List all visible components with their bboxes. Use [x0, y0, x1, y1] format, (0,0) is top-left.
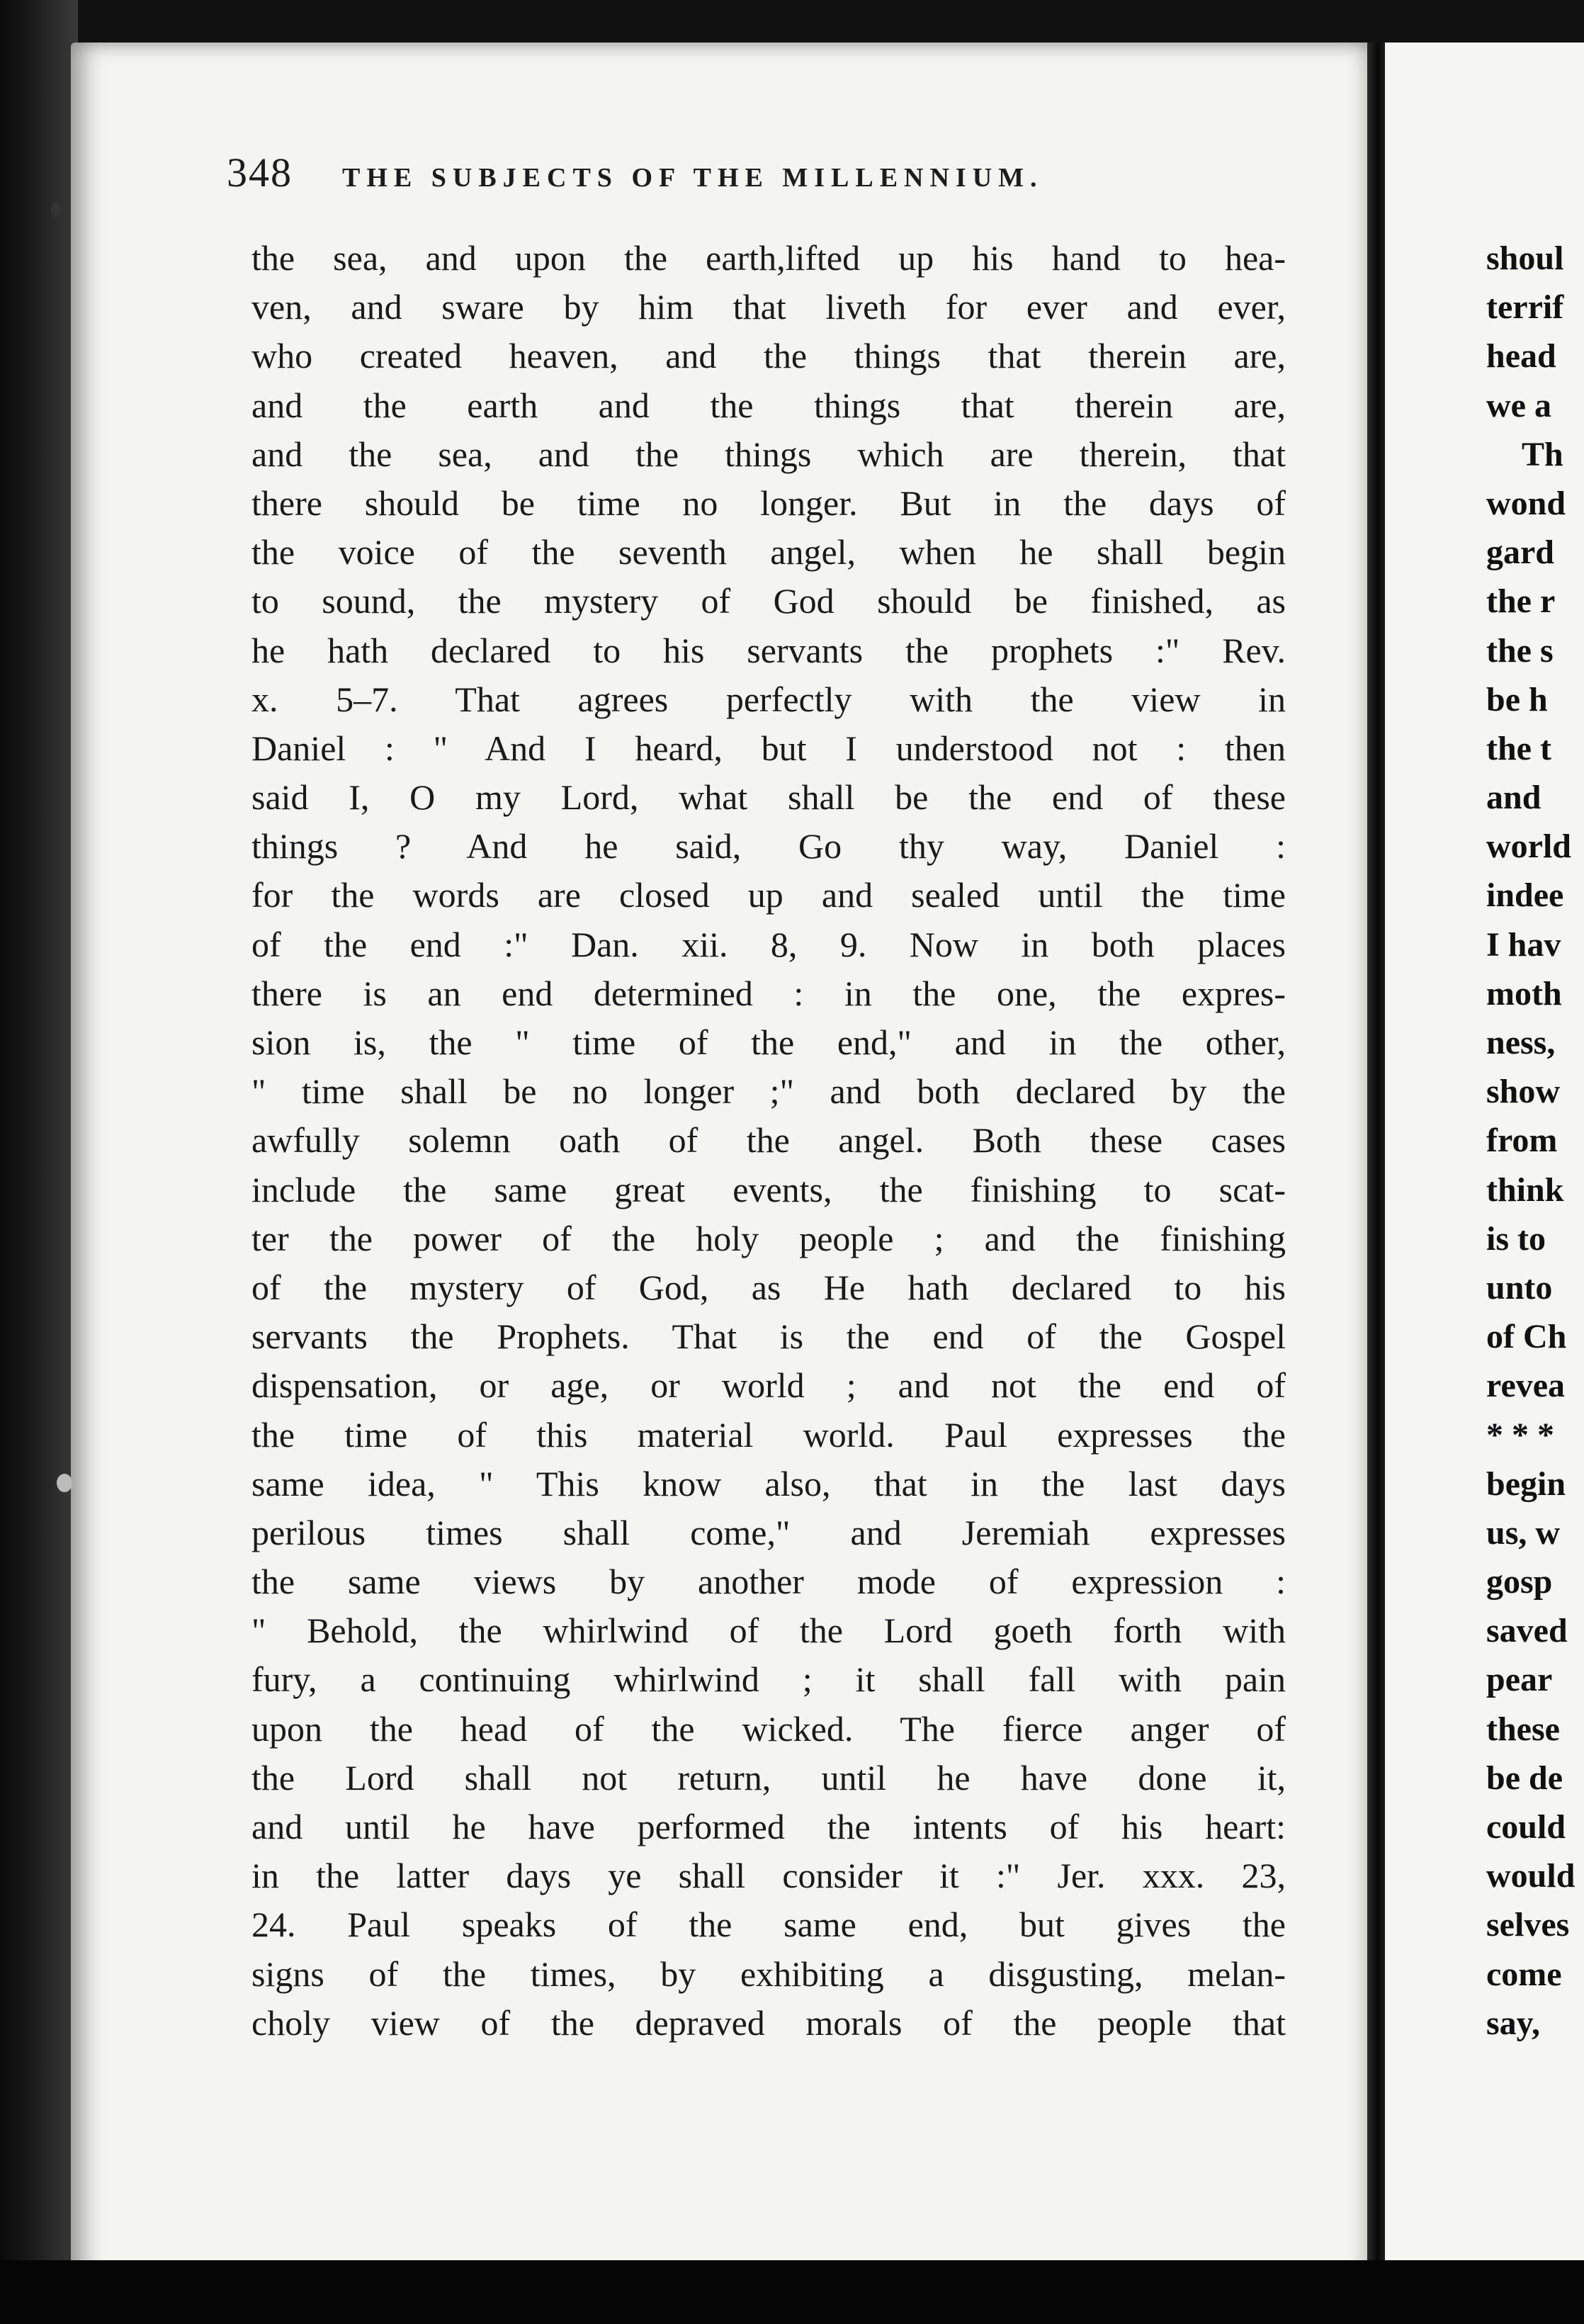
- text-line: 24. Paul speaks of the same end, but gives the: [251, 1905, 1286, 1945]
- text-line: be h: [1486, 680, 1548, 718]
- text-line: us, w: [1486, 1513, 1561, 1552]
- book-gutter: [1367, 43, 1385, 2289]
- text-line: pear: [1486, 1661, 1553, 1699]
- text-line: begin: [1486, 1465, 1566, 1503]
- text-line: to sound, the mystery of God should be finished, as: [251, 581, 1286, 621]
- text-line: choly view of the depraved morals of the people that: [251, 2002, 1286, 2043]
- text-line: x. 5–7. That agrees perfectly with the view in: [251, 679, 1286, 719]
- text-line: sion is, the " time of the end," and in the other,: [251, 1022, 1286, 1062]
- text-line: we a: [1486, 386, 1551, 424]
- text-line: ven, and sware by him that liveth for ever and ever,: [251, 287, 1286, 327]
- text-line: show: [1486, 1073, 1561, 1111]
- text-line: include the same great events, the finishing to scat-: [251, 1169, 1286, 1209]
- scan-border-bottom: [0, 2260, 1584, 2324]
- text-line: * * *: [1486, 1416, 1554, 1454]
- text-line: of the end :" Dan. xii. 8, 9. Now in both places: [251, 924, 1286, 964]
- text-line: things ? And he said, Go thy way, Daniel :: [251, 826, 1286, 867]
- book-edge: [0, 0, 78, 2324]
- text-line: servants the Prophets. That is the end of the Gospel: [251, 1316, 1286, 1357]
- text-line: in the latter days ye shall consider it :" Jer. xxx. 23,: [251, 1856, 1286, 1896]
- text-line: " time shall be no longer ;" and both declared by the: [251, 1071, 1286, 1112]
- text-line: head: [1486, 337, 1556, 376]
- text-line: who created heaven, and the things that therein are,: [251, 336, 1286, 376]
- text-line: from: [1486, 1122, 1558, 1160]
- text-line: said I, O my Lord, what shall be the end of these: [251, 777, 1286, 818]
- text-line: gard: [1486, 534, 1554, 572]
- text-line: and the earth and the things that therein are,: [251, 385, 1286, 425]
- text-line: fury, a continuing whirlwind ; it shall fall with pain: [251, 1659, 1286, 1700]
- page-number: 348: [227, 150, 293, 196]
- text-line: unto: [1486, 1268, 1553, 1307]
- text-line: the r: [1486, 582, 1556, 621]
- text-line: world: [1486, 828, 1571, 866]
- text-line: signs of the times, by exhibiting a disgusting, melan-: [251, 1953, 1286, 1994]
- text-line: moth: [1486, 974, 1562, 1012]
- text-line: ter the power of the holy people ; and the finishing: [251, 1218, 1286, 1258]
- text-line: perilous times shall come," and Jeremiah expresses: [251, 1512, 1286, 1552]
- text-line: the sea, and upon the earth,lifted up his hand to hea-: [251, 238, 1286, 278]
- text-line: and the sea, and the things which are therein, that: [251, 434, 1286, 474]
- running-head: [227, 149, 1289, 196]
- text-line: and until he have performed the intents of his heart:: [251, 1807, 1286, 1846]
- text-line: I hav: [1486, 925, 1561, 964]
- right-page-body-text: [1486, 234, 1584, 2048]
- text-line: these: [1486, 1710, 1560, 1748]
- margin-speck: [57, 1474, 72, 1492]
- text-line: same idea, " This know also, that in the last days: [251, 1463, 1286, 1504]
- text-line: come: [1486, 1955, 1562, 1993]
- text-line: the Lord shall not return, until he have done it,: [251, 1757, 1286, 1798]
- text-line: say,: [1486, 2004, 1541, 2042]
- text-line: the s: [1486, 631, 1554, 670]
- margin-speck: [51, 202, 61, 218]
- text-line: of Ch: [1486, 1318, 1567, 1356]
- text-line: terrif: [1486, 288, 1564, 327]
- text-line: is to: [1486, 1219, 1546, 1258]
- text-line: be de: [1486, 1759, 1563, 1797]
- text-line: awfully solemn oath of the angel. Both these cases: [251, 1120, 1286, 1161]
- text-line: dispensation, or age, or world ; and not the end of: [251, 1365, 1286, 1406]
- text-line: the same views by another mode of expression :: [251, 1562, 1286, 1602]
- text-line: saved: [1486, 1612, 1568, 1650]
- text-line: wond: [1486, 484, 1566, 522]
- text-line: ness,: [1486, 1024, 1556, 1061]
- text-line: for the words are closed up and sealed until the time: [251, 875, 1286, 915]
- text-line: Th: [1522, 435, 1563, 473]
- text-line: revea: [1486, 1367, 1566, 1405]
- text-line: Daniel : " And I heard, but I understood not : then: [251, 728, 1286, 768]
- text-line: and: [1486, 779, 1541, 817]
- text-line: of the mystery of God, as He hath declared to his: [251, 1267, 1286, 1307]
- text-line: the t: [1486, 729, 1551, 767]
- text-line: think: [1486, 1171, 1564, 1209]
- text-line: gosp: [1486, 1563, 1553, 1601]
- text-line: the voice of the seventh angel, when he shall begin: [251, 532, 1286, 572]
- text-line: selves: [1486, 1906, 1570, 1944]
- text-line: upon the head of the wicked. The fierce anger of: [251, 1708, 1286, 1749]
- left-page-body-text: [251, 234, 1286, 2048]
- text-line: would: [1486, 1857, 1575, 1895]
- text-line: " Behold, the whirlwind of the Lord goeth forth with: [251, 1611, 1286, 1651]
- text-line: indee: [1486, 876, 1564, 915]
- running-head-title: THE SUBJECTS OF THE MILLENNIUM.: [342, 163, 1043, 193]
- text-line: there should be time no longer. But in the days of: [251, 483, 1286, 523]
- text-line: shoul: [1486, 239, 1564, 277]
- text-line: he hath declared to his servants the prophets :" Rev.: [251, 630, 1286, 670]
- text-line: could: [1486, 1808, 1566, 1846]
- text-line: there is an end determined : in the one, the expres-: [251, 973, 1286, 1013]
- text-line: the time of this material world. Paul expresses the: [251, 1414, 1286, 1455]
